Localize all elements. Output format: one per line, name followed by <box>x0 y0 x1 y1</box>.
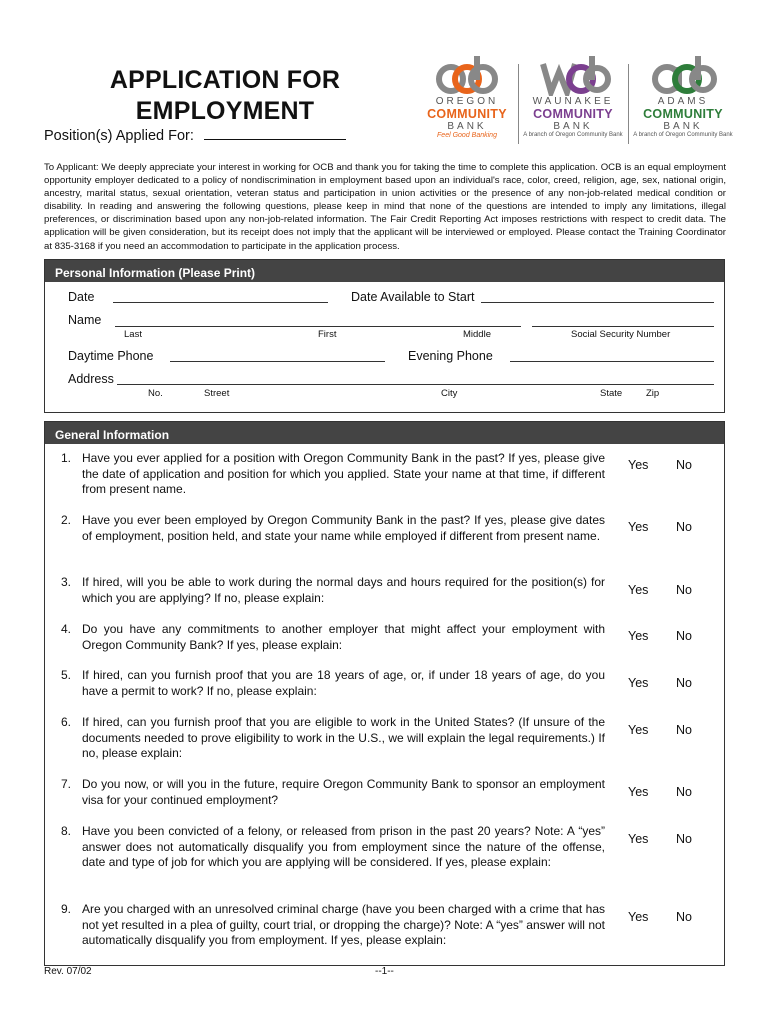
evening-phone-field[interactable] <box>510 361 714 362</box>
logo-acb-line3: BANK <box>663 121 703 132</box>
date-available-field[interactable] <box>481 302 714 303</box>
question-number: 9. <box>61 902 72 916</box>
question-number: 3. <box>61 575 72 589</box>
question-number: 7. <box>61 777 72 791</box>
question-9-yes[interactable]: Yes <box>628 910 649 924</box>
logo-acb-tagline: A branch of Oregon Community Bank <box>633 132 733 138</box>
question-5-no[interactable]: No <box>676 676 692 690</box>
question-text: Have you ever been employed by Oregon Community Bank in the past? If yes, please give dates of employment, position held, and state your name while employed if different from present name. <box>82 513 605 543</box>
address-sub-zip: Zip <box>646 388 660 399</box>
question-text: Do you have any commitments to another employer that might affect your employment with Oregon Community Bank? If yes, please explain: <box>82 622 605 652</box>
question-text: Are you charged with an unresolved criminal charge (have you been charged with a crime that has not yet resulted in a plea of guilty, court trial, or dropping the charge)? Note: A “yes” answer will not automatically disqualify you from employment. If yes, please explain: <box>82 902 605 948</box>
question-text: If hired, will you be able to work during the normal days and hours required for the position(s) for which you are applying? If no, please explain: <box>82 575 605 605</box>
address-sub-no: No. <box>148 388 163 399</box>
question-2-yes[interactable]: Yes <box>628 520 649 534</box>
question-3-yes[interactable]: Yes <box>628 583 649 597</box>
address-field[interactable] <box>117 384 714 385</box>
question-number: 6. <box>61 715 72 729</box>
ocb-mark-icon <box>427 50 507 96</box>
wcb-mark-icon <box>533 50 613 96</box>
logo-wcb-line1: WAUNAKEE <box>532 96 614 107</box>
question-7-yes[interactable]: Yes <box>628 785 649 799</box>
logo-ocb-line3: BANK <box>447 121 487 132</box>
question-7-no[interactable]: No <box>676 785 692 799</box>
intro-paragraph: To Applicant: We deeply appreciate your interest in working for OCB and thank you for taking the time to complete this application. OCB is an equal employment opportunity employer dedicated to a policy of nondiscrimination in employment based upon an individual's race, color, creed, religion, age, sex, national origin, ancestry, marital status, sexual orientation, veteran status and participation in union activities or the presence of any non-job-related medical condition or disability. In reading and answering the following questions, please keep in mind that none of the questions are intended to imply any limitations, illegal preferences, or discrimination based upon any non-job-related information. The Fair Credit Reporting Act imposes restrictions with respect to credit data. The application will be given consideration, but its receipt does not imply that the applicant will be interviewed or employed. Please contact the Training Coordinator at 835-3168 if you need an accommodation to participate in the application process. <box>44 162 726 252</box>
positions-applied-row <box>44 128 346 144</box>
logo-wcb-line2: COMMUNITY <box>533 107 613 121</box>
question-number: 8. <box>61 824 72 838</box>
question-text: If hired, can you furnish proof that you are 18 years of age, or, if under 18 years of age, do you have a permit to work? If no, please explain: <box>82 668 605 698</box>
name-sub-first: First <box>318 329 337 340</box>
name-sub-ssn: Social Security Number <box>571 329 671 340</box>
address-sub-city: City <box>441 388 458 399</box>
question-number: 1. <box>61 451 72 465</box>
logo-wcb-line3: BANK <box>553 121 593 132</box>
question-text: Have you ever applied for a position with Oregon Community Bank in the past? If yes, please give the date of application and position for which you applied. State your name at that time, if different from present name. <box>82 451 605 497</box>
question-5-yes[interactable]: Yes <box>628 676 649 690</box>
page-number: --1-- <box>375 966 394 977</box>
question-6-no[interactable]: No <box>676 723 692 737</box>
logo-wcb-tagline: A branch of Oregon Community Bank <box>523 132 623 138</box>
logo-divider <box>628 64 629 144</box>
logo-adams-community-bank <box>632 50 734 138</box>
logo-acb-line1: ADAMS <box>657 96 709 107</box>
question-text: Have you been convicted of a felony, or released from prison in the past 20 years? Note: A “yes” answer does not automatically disqualify you from employment since the nature of the offense, date and type of job for which you are applying will be considered. If yes, please explain: <box>82 824 605 870</box>
question-1-yes[interactable]: Yes <box>628 458 649 472</box>
question-3-no[interactable]: No <box>676 583 692 597</box>
question-text: Do you now, or will you in the future, require Oregon Community Bank to sponsor an employment visa for your continued employment? <box>82 777 605 807</box>
logo-group <box>418 50 738 160</box>
question-8-yes[interactable]: Yes <box>628 832 649 846</box>
personal-information-heading: Personal Information (Please Print) <box>45 260 724 282</box>
logo-ocb-line2: COMMUNITY <box>427 107 507 121</box>
date-label: Date <box>68 290 95 304</box>
address-label: Address <box>68 372 114 386</box>
question-4-yes[interactable]: Yes <box>628 629 649 643</box>
question-number: 5. <box>61 668 72 682</box>
logo-ocb-tagline: Feel Good Banking <box>437 132 497 139</box>
form-title-line1: APPLICATION FOR <box>109 66 341 94</box>
question-2-no[interactable]: No <box>676 520 692 534</box>
daytime-phone-label: Daytime Phone <box>68 349 154 363</box>
address-sub-state: State <box>600 388 623 399</box>
name-sub-middle: Middle <box>463 329 491 340</box>
acb-mark-icon <box>643 50 723 96</box>
daytime-phone-field[interactable] <box>170 361 385 362</box>
logo-ocb-line1: OREGON <box>435 96 499 107</box>
logo-waunakee-community-bank <box>522 50 624 138</box>
name-field[interactable] <box>115 326 521 327</box>
address-sub-street: Street <box>204 388 230 399</box>
question-number: 2. <box>61 513 72 527</box>
logo-acb-line2: COMMUNITY <box>643 107 723 121</box>
logo-oregon-community-bank <box>418 50 516 139</box>
name-label: Name <box>68 313 102 327</box>
question-number: 4. <box>61 622 72 636</box>
revision-label: Rev. 07/02 <box>44 966 92 977</box>
ssn-field[interactable] <box>532 326 714 327</box>
question-9-no[interactable]: No <box>676 910 692 924</box>
question-1-no[interactable]: No <box>676 458 692 472</box>
date-available-label: Date Available to Start <box>351 290 475 304</box>
positions-field[interactable] <box>204 139 346 140</box>
positions-label: Position(s) Applied For: <box>44 128 194 144</box>
date-field[interactable] <box>113 302 328 303</box>
logo-divider <box>518 64 519 144</box>
name-sub-last: Last <box>124 329 142 340</box>
question-text: If hired, can you furnish proof that you are eligible to work in the United States? (If unsure of the documents needed to prove eligibility to work in the U.S., we will explain the legal requirements.) If no, please explain: <box>82 715 605 761</box>
evening-phone-label: Evening Phone <box>408 349 493 363</box>
question-8-no[interactable]: No <box>676 832 692 846</box>
question-4-no[interactable]: No <box>676 629 692 643</box>
general-information-heading: General Information <box>45 422 724 444</box>
question-6-yes[interactable]: Yes <box>628 723 649 737</box>
form-title-line2: EMPLOYMENT <box>135 97 315 125</box>
